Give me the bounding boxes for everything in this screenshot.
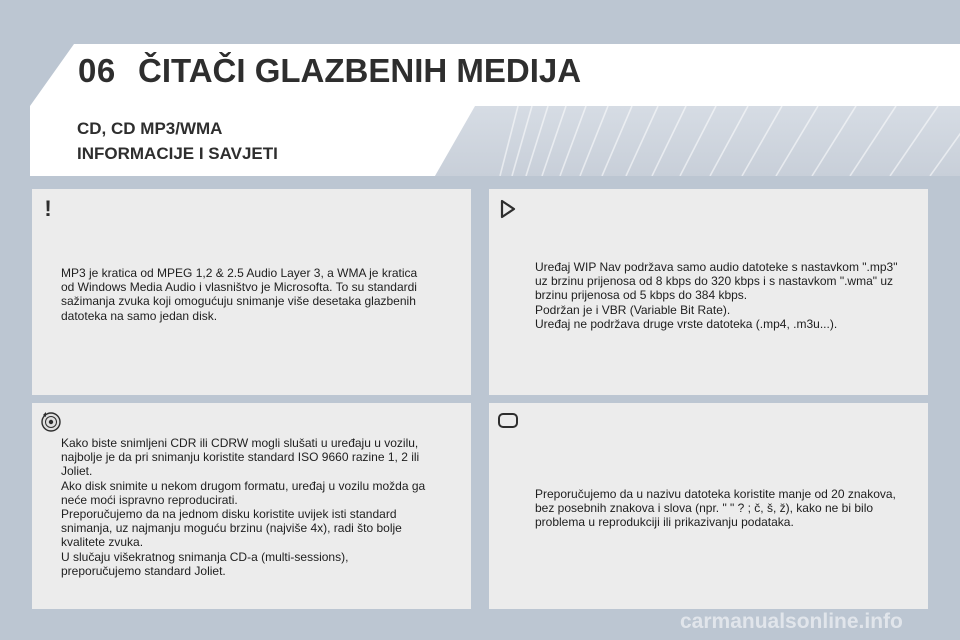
text-line: najbolje je da pri snimanju koristite standard ISO 9660 razine 1, 2 ili	[61, 450, 420, 465]
text-supported-formats	[535, 260, 925, 331]
text-line: snimanja, uz najmanju moguću brzinu (najviše 4x), radi što bolje	[61, 521, 402, 536]
text-filename-advice	[535, 487, 925, 530]
subheader-title-box	[30, 106, 475, 176]
text-line: Kako biste snimljeni CDR ili CDRW mogli slušati u uređaju u vozilu,	[61, 436, 419, 450]
text-line: U slučaju višekratnog snimanja CD-a (multi-sessions),	[61, 549, 349, 564]
section-subtitle: INFORMACIJE I SAVJETI	[77, 144, 278, 163]
text-line: sažimanja zvuka koji omogućuju snimanje više desetaka glazbenih	[61, 294, 416, 309]
text-line: Preporučujemo da u nazivu datoteka koristite manje od 20 znakova,	[535, 487, 896, 501]
text-line: MP3 je kratica od MPEG 1,2 & 2.5 Audio Layer 3, a WMA je kratica	[61, 266, 418, 280]
text-line: uz brzinu prijenosa od 8 kbps do 320 kbps i s nastavkom ".wma" uz	[535, 274, 894, 289]
text-line: preporučujemo standard Joliet.	[61, 563, 226, 578]
chapter-number: 06	[78, 52, 116, 89]
text-mp3-wma-info	[61, 266, 461, 323]
disc-icon	[40, 411, 62, 433]
text-line: bez posebnih znakova i slova (npr. " " ? ; č, š, ž), kako ne bi bilo	[535, 501, 874, 516]
text-line: Podržan je i VBR (Variable Bit Rate).	[535, 302, 731, 317]
header-notch	[30, 44, 74, 106]
text-line: Ako disk snimite u nekom drugom formatu, uređaj u vozilu možda ga	[61, 478, 426, 493]
text-line: brzinu prijenosa od 5 kbps do 384 kbps.	[535, 288, 748, 303]
text-line: od Windows Media Audio i vlasništvo je Microsofta. To su standardi	[61, 280, 417, 295]
section-title: CD, CD MP3/WMA	[77, 119, 223, 138]
text-line: Uređaj ne podržava druge vrste datoteka (.mp4, .m3u...).	[535, 316, 838, 331]
note-icon	[497, 412, 519, 430]
watermark: carmanualsonline.info	[680, 610, 903, 633]
text-line: datoteka na samo jedan disk.	[61, 308, 218, 323]
chapter-title: ČITAČI GLAZBENIH MEDIJA	[138, 52, 582, 89]
text-line: problema u reprodukciji ili prikazivanju podataka.	[535, 515, 794, 530]
text-line: Uređaj WIP Nav podržava samo audio datoteke s nastavkom ".mp3"	[535, 260, 898, 274]
play-icon	[498, 198, 518, 220]
text-line: kvalitete zvuka.	[61, 535, 144, 550]
text-burning-advice	[61, 436, 461, 578]
exclamation-icon: !	[44, 196, 52, 221]
text-line: Preporučujemo da na jednom disku koristite uvijek isti standard	[61, 507, 397, 522]
text-line: Joliet.	[61, 464, 93, 479]
text-line: neće moći ispravno reproducirati.	[61, 492, 238, 507]
